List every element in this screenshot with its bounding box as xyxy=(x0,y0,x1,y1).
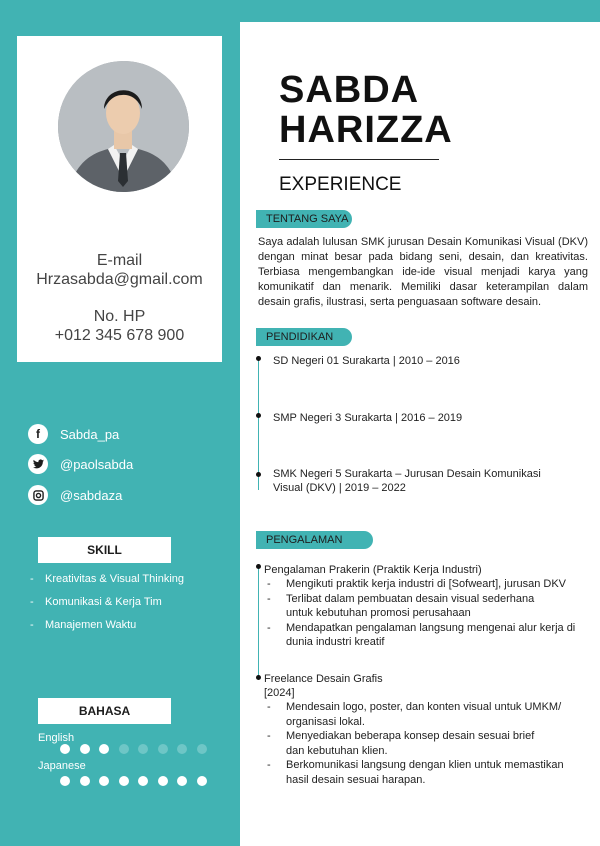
twitter-icon xyxy=(28,454,48,474)
list-item: - Mendapatkan pengalaman langsung mengenai alur kerja di dunia industri kreatif xyxy=(264,621,584,650)
rating-dot-filled xyxy=(197,776,207,786)
language-japanese-rating xyxy=(60,776,216,786)
title-divider xyxy=(279,159,439,160)
education-heading: PENDIDIKAN xyxy=(256,328,352,346)
social-instagram[interactable] xyxy=(28,485,122,505)
name-last: HARIZZA xyxy=(279,109,453,151)
rating-dot-filled xyxy=(80,776,90,786)
rating-dot-empty xyxy=(177,744,187,754)
phone-label: No. HP xyxy=(93,308,146,325)
page-title xyxy=(279,70,453,150)
rating-dot-filled xyxy=(119,776,129,786)
timeline-dot xyxy=(256,472,261,477)
facebook-icon: f xyxy=(28,424,48,444)
education-item: SD Negeri 01 Surakarta | 2010 – 2016 xyxy=(273,355,460,367)
timeline-dot xyxy=(256,564,261,569)
rating-dot-filled xyxy=(99,776,109,786)
skill-item: - Kreativitas & Visual Thinking xyxy=(30,573,184,585)
skill-item: - Komunikasi & Kerja Tim xyxy=(30,596,162,608)
profile-photo xyxy=(58,61,189,192)
job-year: [2024] xyxy=(264,687,295,699)
list-item: - Mendesain logo, poster, dan konten visual untuk UMKM/ organisasi lokal. xyxy=(264,700,574,729)
instagram-icon xyxy=(28,485,48,505)
bahasa-title: BAHASA xyxy=(38,698,171,724)
timeline-dot xyxy=(256,675,261,680)
subtitle: EXPERIENCE xyxy=(279,174,402,195)
list-item: - Terlibat dalam pembuatan desain visual sederhana untuk kebutuhan promosi perusahaan xyxy=(264,592,564,621)
experience-heading: PENGALAMAN xyxy=(256,531,373,549)
rating-dot-filled xyxy=(158,776,168,786)
instagram-handle: @sabdaza xyxy=(60,487,123,503)
timeline-dot xyxy=(256,413,261,418)
experience-timeline xyxy=(258,566,259,676)
education-timeline xyxy=(258,358,259,490)
timeline-dot xyxy=(256,356,261,361)
name-first: SABDA xyxy=(279,69,420,111)
rating-dot-empty xyxy=(138,744,148,754)
skill-item: - Manajemen Waktu xyxy=(30,619,137,631)
main-panel xyxy=(240,22,600,846)
social-facebook[interactable] xyxy=(28,424,119,444)
twitter-handle: @paolsabda xyxy=(60,456,134,472)
language-english-label: English xyxy=(38,732,75,744)
list-item: - Menyediakan beberapa konsep desain sesuai brief dan kebutuhan klien. xyxy=(264,729,554,758)
language-japanese-label: Japanese xyxy=(38,760,86,772)
about-heading: TENTANG SAYA xyxy=(256,210,352,228)
education-item: SMP Negeri 3 Surakarta | 2016 – 2019 xyxy=(273,412,463,424)
profile-card xyxy=(17,36,222,362)
rating-dot-empty xyxy=(119,744,129,754)
email-label: E-mail xyxy=(96,252,143,269)
rating-dot-empty xyxy=(197,744,207,754)
phone-value[interactable]: +012 345 678 900 xyxy=(54,327,185,344)
rating-dot-filled xyxy=(60,744,70,754)
language-english-rating xyxy=(60,744,216,754)
sidebar xyxy=(0,0,240,846)
rating-dot-filled xyxy=(138,776,148,786)
email-value[interactable]: Hrzasabda@gmail.com xyxy=(36,271,203,288)
rating-dot-filled xyxy=(177,776,187,786)
rating-dot-filled xyxy=(80,744,90,754)
about-text: Saya adalah lulusan SMK jurusan Desain Komunikasi Visual (DKV) dengan minat besar pada bidang seni, desain, dan kreativitas. Terbiasa mengembangkan ide-ide visual menjadi karya yang komunikatif dan menarik. Memiliki dasar keterampilan dalam desain grafis, ilustrasi, serta penguasaan software desain. xyxy=(258,236,588,308)
job-title: Freelance Desain Grafis xyxy=(264,673,383,685)
list-item: - Berkomunikasi langsung dengan klien untuk memastikan hasil desain sesuai harapan. xyxy=(264,758,584,787)
job-bullets xyxy=(264,700,584,787)
job-bullets xyxy=(264,577,584,650)
list-item: - Mengikuti praktik kerja industri di [Sofweart], jurusan DKV xyxy=(264,577,584,592)
rating-dot-filled xyxy=(60,776,70,786)
facebook-handle: Sabda_pa xyxy=(60,426,120,442)
education-item: SMK Negeri 5 Surakarta – Jurusan Desain Komunikasi Visual (DKV) | 2019 – 2022 xyxy=(273,468,541,494)
job-title: Pengalaman Prakerin (Praktik Kerja Industri) xyxy=(264,564,482,576)
social-twitter[interactable] xyxy=(28,454,133,474)
rating-dot-filled xyxy=(99,744,109,754)
rating-dot-empty xyxy=(158,744,168,754)
skill-title: SKILL xyxy=(38,537,171,563)
